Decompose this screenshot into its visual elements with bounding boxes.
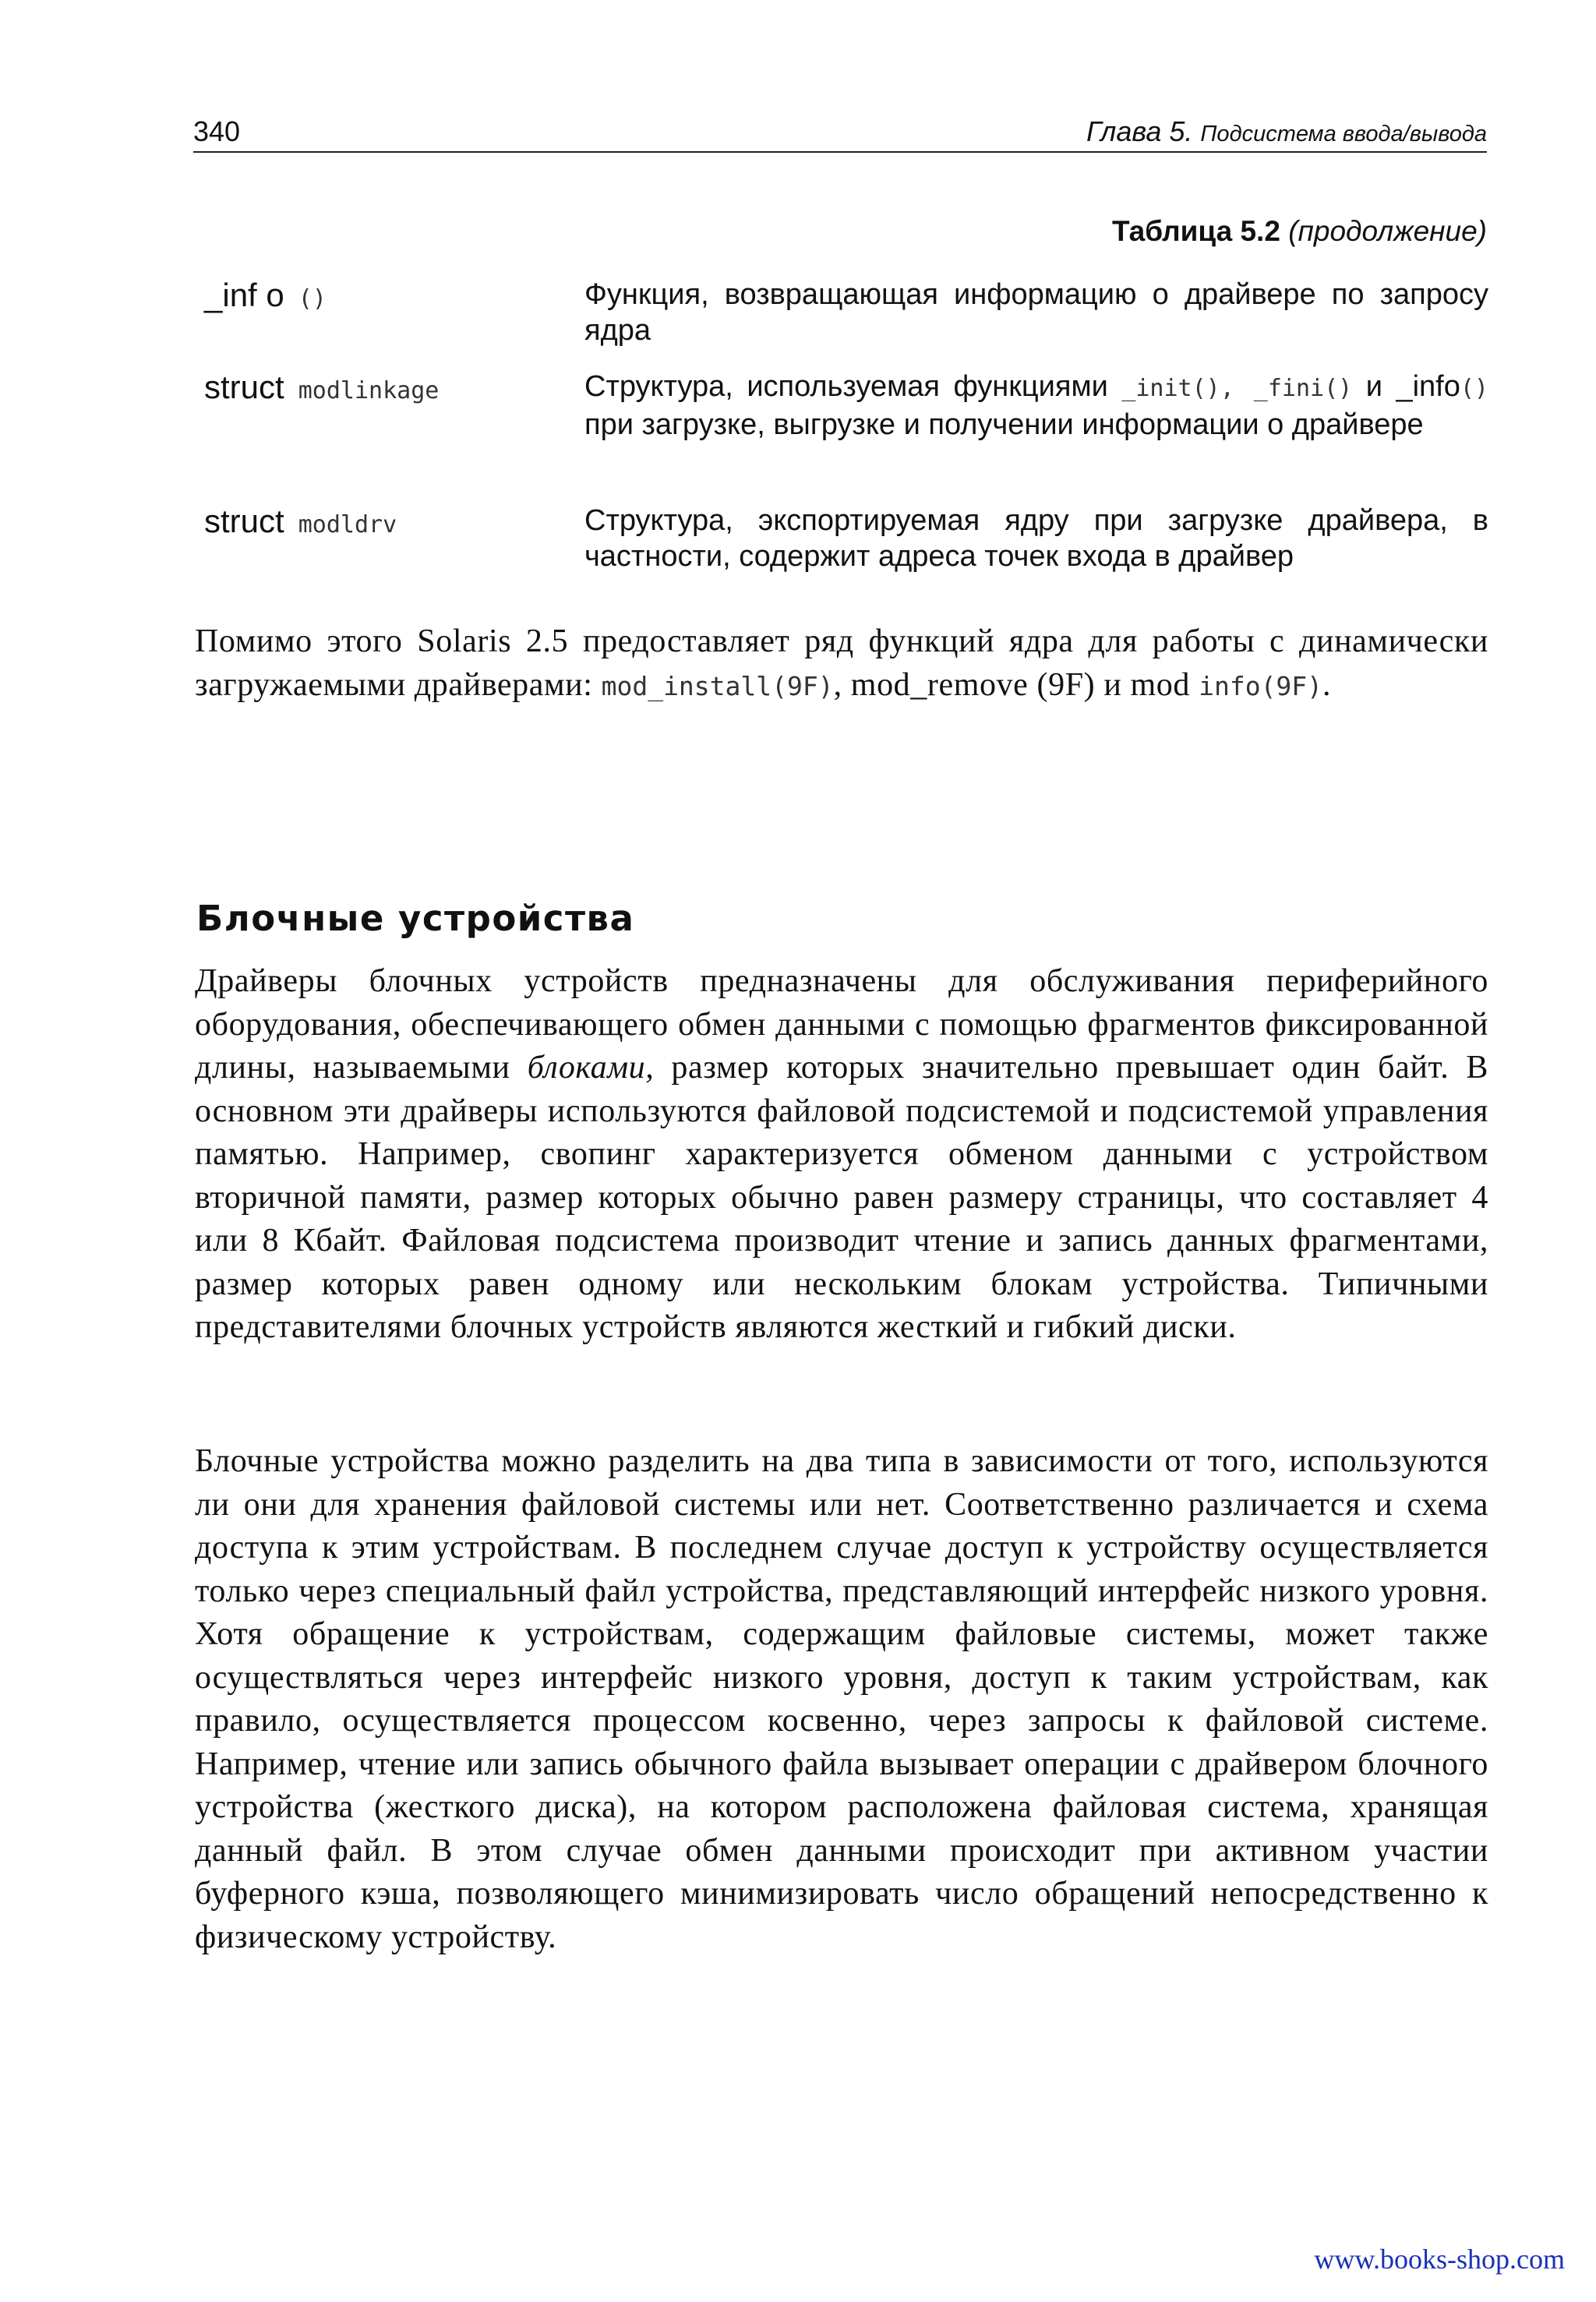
table-description-text: Функция, возвращающая информацию о драйвере по запросу ядра [584, 278, 1488, 347]
section-heading: Блочные устройства [196, 898, 635, 939]
table-key-name: struct [204, 369, 284, 405]
table-description-text: Структура, экспортируемая ядру при загрузке драйвера, в частности, содержит адреса точек входа в драйвер [584, 504, 1488, 573]
page-number: 340 [193, 115, 241, 147]
table-description-text: и _infо [1352, 370, 1460, 403]
table-key-code: modlinkage [284, 377, 440, 404]
function-name: mod_install(9F) [601, 670, 834, 701]
paragraph-text: размер которых значительно превышает один байт. В основном эти драйверы используются файловой подсистемой и подсистемой управления памятью. Например, свопинг характеризуется обменом данными с устройством вторичной памяти, размер которых обычно равен размеру страницы, что составляет 4 или 8 Кбайт. Файловая подсистема производит чтение и запись данных фрагментами, размер которых равен одному или нескольким блокам устройства. Типичными представителями блочных устройств являются жесткий и гибкий диски. [195, 1050, 1488, 1345]
chapter-label: Глава 5. [1086, 115, 1193, 147]
body-paragraph: Блочные устройства можно разделить на два типа в зависимости от того, используются ли они для хранения файловой системы или нет. Соответственно различается и схема доступа к этим устройствам. В последнем случае доступ к устройству осуществляется только через специальный файл устройства, представляющий интерфейс низкого уровня. Хотя обращение к устройствам, содержащим файловые системы, может также осуществляться через интерфейс низкого уровня, доступ к таким устройствам, как правило, осуществляется процессом косвенно, через запросы к файловой системе. Например, чтение или запись обычного файла вызывает операции с драйвером блочного устройства (жесткого диска), на котором расположена файловая система, хранящая данный файл. В этом случае обмен данными происходит при активном участии буферного кэша, позволяющего минимизировать число обращений непосредственно к физическому устройству. [195, 1443, 1488, 1955]
table-key [204, 369, 439, 406]
table-caption-note: (продолжение) [1288, 215, 1487, 247]
table-caption [1112, 215, 1487, 248]
running-header [193, 115, 1487, 153]
paragraph-text: Драйверы блочных устройств предназначены для обслуживания периферийного оборудования, обеспечивающего обмен данными с помощью фрагментов фиксированной длины, называемыми [195, 963, 1488, 1086]
table-description-text: Структура, используемая функциями [584, 370, 1122, 403]
table-key-code: modldrv [284, 511, 397, 538]
paragraph-text: , mod_remove (9F) и mod [833, 666, 1199, 703]
table-description-text: при загрузке, выгрузке и получении информации о драйвере [584, 408, 1424, 441]
table-description-code: _init(), _fini() [1121, 375, 1353, 402]
table-key-code: () [284, 285, 327, 312]
intro-paragraph [195, 620, 1488, 708]
table-description [584, 503, 1488, 574]
table-caption-label: Таблица 5.2 [1111, 215, 1280, 247]
body-paragraph [195, 960, 1488, 1350]
website-watermark[interactable]: www.books-shop.com [1314, 2244, 1565, 2275]
table-key [204, 277, 327, 314]
paragraph-text: . [1322, 666, 1332, 703]
chapter-title [1086, 115, 1487, 148]
paragraph-text: Помимо этого Solaris 2.5 предоставляет ряд функций ядра для работы с динамически загружаемыми драйверами: [195, 623, 1488, 703]
table-key-name: _inf о [204, 277, 284, 313]
chapter-subtitle: Подсистема ввода/вывода [1200, 122, 1487, 147]
table-key [204, 503, 397, 540]
emphasized-term: блоками, [527, 1050, 655, 1086]
function-name: info(9F) [1199, 670, 1323, 701]
table-description-code: () [1460, 375, 1488, 402]
table-description [584, 369, 1488, 443]
table-key-name: struct [204, 503, 284, 539]
table-description [584, 277, 1488, 348]
